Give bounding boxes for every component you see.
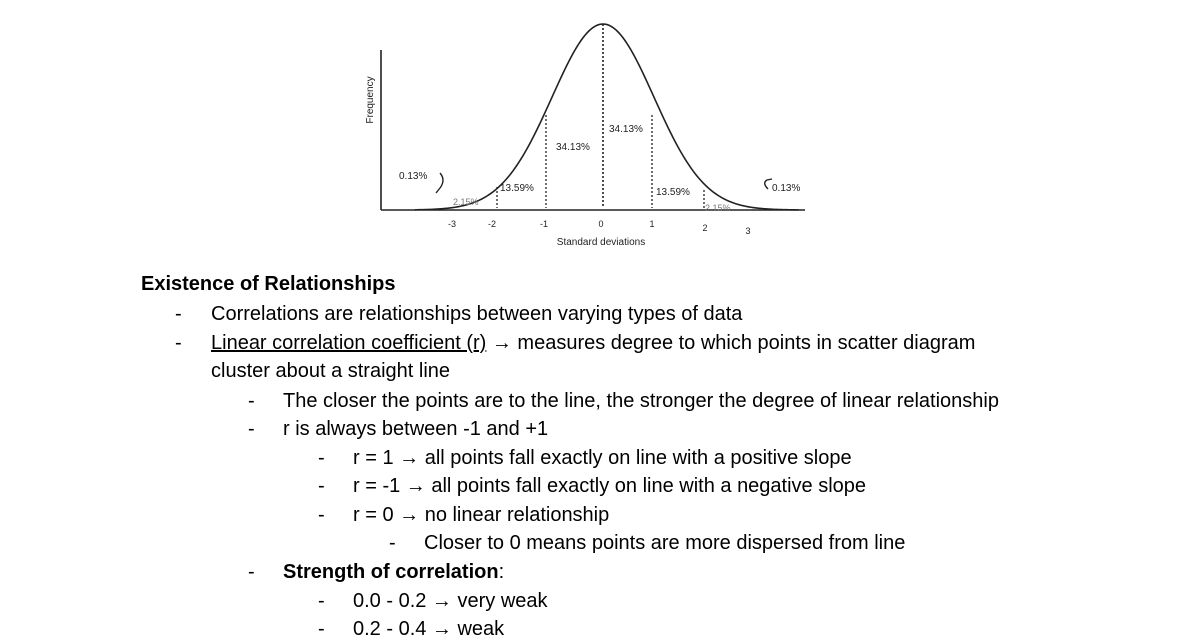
bullet-marker: - <box>318 475 325 497</box>
tail-arrow-right <box>765 179 772 189</box>
bullet-marker: - <box>175 303 182 325</box>
section-heading: Existence of Relationships <box>141 273 396 295</box>
bullet-marker: - <box>318 590 325 612</box>
normal-distribution-figure <box>0 0 1200 270</box>
tick-label: -2 <box>487 219 497 229</box>
bullet-continuation: cluster about a straight line <box>211 360 451 382</box>
bullet-marker: - <box>175 332 182 354</box>
tick-label: 3 <box>745 226 751 236</box>
region-label-left-13-59: 13.59% <box>500 183 534 194</box>
bullet-text: The closer the points are to the line, the stronger the degree of linear relationship <box>283 390 999 412</box>
region-label-left-2-15: 2.15% <box>453 197 479 207</box>
y-axis-label: Frequency <box>365 76 376 124</box>
bullet-text <box>211 331 975 355</box>
region-label-right-2-15: 2.15% <box>705 203 731 213</box>
bullet-marker: - <box>318 618 325 640</box>
colon: : <box>498 561 505 583</box>
tick-label: 1 <box>649 219 655 229</box>
region-label-right-13-59: 13.59% <box>656 187 690 198</box>
region-label-left-34-13: 34.13% <box>556 142 590 153</box>
bullet-marker: - <box>318 447 325 469</box>
region-label-far-left-tail: 0.13% <box>399 171 428 182</box>
tail-arrow-left <box>436 173 443 193</box>
tick-label: 0 <box>598 219 604 229</box>
bullet-marker: - <box>318 504 325 526</box>
bullet-text: r = -1 → all points fall exactly on line with a negative slope <box>353 475 867 497</box>
bullet-text: 0.2 - 0.4 → weak <box>353 618 505 640</box>
bullet-marker: - <box>248 390 255 412</box>
bell-curve <box>415 24 799 210</box>
bullet-text: r = 1 → all points fall exactly on line with a positive slope <box>353 447 852 469</box>
bullet-text-rest: → measures degree to which points in scatter diagram <box>486 332 976 354</box>
bullet-marker: - <box>248 418 255 440</box>
bullet-text: r is always between -1 and +1 <box>283 418 549 440</box>
bullet-text: r = 0 → no linear relationship <box>353 504 610 526</box>
tick-label: -1 <box>539 219 549 229</box>
tick-label: -3 <box>447 219 457 229</box>
bullet-marker: - <box>389 532 396 554</box>
tick-label: 2 <box>702 223 708 233</box>
term-linear-correlation-coefficient: Linear correlation coefficient (r) <box>211 332 487 354</box>
bullet-marker: - <box>248 561 255 583</box>
region-label-right-34-13: 34.13% <box>609 124 643 135</box>
bullet-text: Closer to 0 means points are more dispersed from line <box>424 532 906 554</box>
x-axis-label: Standard deviations <box>556 237 646 248</box>
region-label-far-right-tail: 0.13% <box>772 183 801 194</box>
term-strength-of-correlation: Strength of correlation <box>283 561 499 583</box>
bullet-text: Correlations are relationships between varying types of data <box>211 303 743 325</box>
bullet-text <box>283 560 504 584</box>
bullet-text: 0.0 - 0.2 → very weak <box>353 590 548 612</box>
